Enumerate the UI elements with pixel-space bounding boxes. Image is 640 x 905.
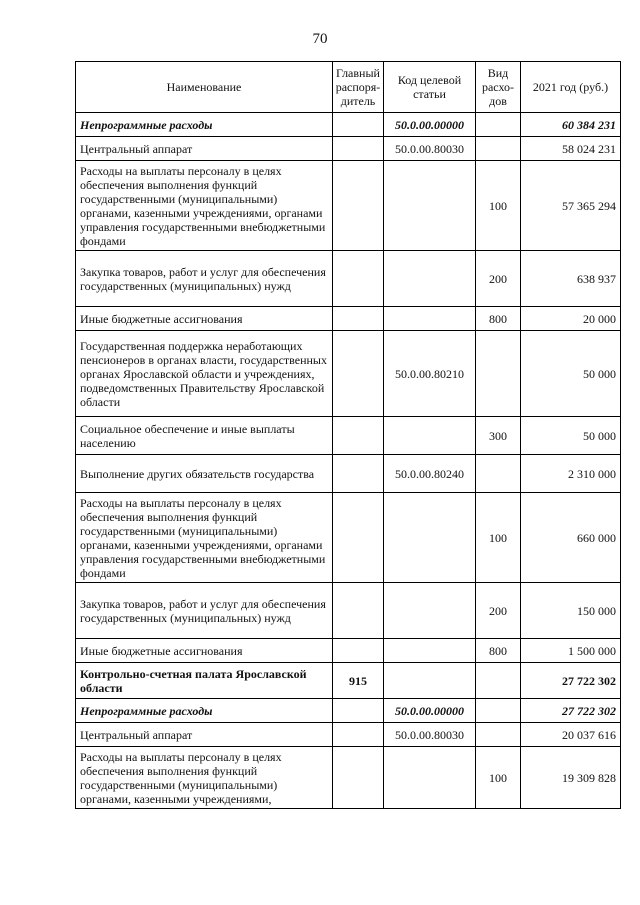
row-manager — [333, 161, 384, 251]
table-row — [76, 307, 621, 331]
row-expense-type: 800 — [476, 307, 521, 331]
row-target-code — [384, 307, 476, 331]
table-row — [76, 723, 621, 747]
row-name: Иные бюджетные ассигнования — [76, 307, 333, 331]
row-manager — [333, 583, 384, 639]
row-target-code: 50.0.00.00000 — [384, 699, 476, 723]
row-amount: 19 309 828 — [521, 747, 621, 809]
row-amount: 50 000 — [521, 331, 621, 417]
row-manager — [333, 699, 384, 723]
row-expense-type — [476, 331, 521, 417]
row-expense-type — [476, 723, 521, 747]
row-expense-type: 200 — [476, 583, 521, 639]
row-target-code — [384, 663, 476, 699]
table-row — [76, 699, 621, 723]
row-manager — [333, 455, 384, 493]
row-expense-type: 200 — [476, 251, 521, 307]
row-amount: 27 722 302 — [521, 699, 621, 723]
row-manager — [333, 723, 384, 747]
row-target-code — [384, 161, 476, 251]
row-expense-type: 100 — [476, 747, 521, 809]
row-target-code — [384, 583, 476, 639]
row-manager — [333, 137, 384, 161]
row-expense-type: 800 — [476, 639, 521, 663]
row-amount: 27 722 302 — [521, 663, 621, 699]
table-row — [76, 331, 621, 417]
header-target-code: Код целевой статьи — [384, 62, 476, 113]
row-name: Иные бюджетные ассигнования — [76, 639, 333, 663]
row-amount: 50 000 — [521, 417, 621, 455]
header-expense-type: Вид расхо-дов — [476, 62, 521, 113]
row-target-code: 50.0.00.80030 — [384, 723, 476, 747]
row-amount: 2 310 000 — [521, 455, 621, 493]
row-expense-type — [476, 455, 521, 493]
table-row — [76, 639, 621, 663]
row-target-code: 50.0.00.80030 — [384, 137, 476, 161]
row-manager — [333, 493, 384, 583]
row-expense-type — [476, 113, 521, 137]
row-name: Расходы на выплаты персоналу в целях обеспечения выполнения функций государственными (муниципальными) органами, казенными учреждениями, органами управления государственными внебюджетными фондами — [76, 493, 333, 583]
row-amount: 58 024 231 — [521, 137, 621, 161]
row-name: Государственная поддержка неработающих пенсионеров в органах власти, государственных органах Ярославской области и учреждениях, подведомственных Правительству Ярославской области — [76, 331, 333, 417]
row-target-code: 50.0.00.00000 — [384, 113, 476, 137]
row-name: Закупка товаров, работ и услуг для обеспечения государственных (муниципальных) нужд — [76, 583, 333, 639]
row-amount: 660 000 — [521, 493, 621, 583]
header-main-manager: Главный распоря-дитель — [333, 62, 384, 113]
row-target-code: 50.0.00.80210 — [384, 331, 476, 417]
table-row — [76, 747, 621, 809]
row-name: Закупка товаров, работ и услуг для обеспечения государственных (муниципальных) нужд — [76, 251, 333, 307]
row-manager — [333, 747, 384, 809]
row-amount: 57 365 294 — [521, 161, 621, 251]
table-row — [76, 663, 621, 699]
header-year-amount: 2021 год (руб.) — [521, 62, 621, 113]
table-row — [76, 113, 621, 137]
row-manager — [333, 251, 384, 307]
header-row — [76, 62, 621, 113]
row-manager — [333, 307, 384, 331]
row-name: Расходы на выплаты персоналу в целях обеспечения выполнения функций государственными (муниципальными) органами, казенными учреждениями, — [76, 747, 333, 809]
row-target-code — [384, 747, 476, 809]
row-expense-type: 100 — [476, 493, 521, 583]
row-name: Расходы на выплаты персоналу в целях обеспечения выполнения функций государственными (муниципальными) органами, казенными учреждениями, органами управления государственными внебюджетными фондами — [76, 161, 333, 251]
row-name: Социальное обеспечение и иные выплаты населению — [76, 417, 333, 455]
table-row — [76, 455, 621, 493]
row-manager — [333, 113, 384, 137]
row-expense-type — [476, 663, 521, 699]
table-row — [76, 417, 621, 455]
row-amount: 1 500 000 — [521, 639, 621, 663]
row-expense-type: 100 — [476, 161, 521, 251]
row-manager — [333, 331, 384, 417]
row-amount: 20 000 — [521, 307, 621, 331]
header-name: Наименование — [76, 62, 333, 113]
row-target-code — [384, 639, 476, 663]
table-row — [76, 493, 621, 583]
table-row — [76, 251, 621, 307]
row-amount: 638 937 — [521, 251, 621, 307]
page-number: 70 — [312, 31, 328, 47]
row-name: Центральный аппарат — [76, 137, 333, 161]
table-row — [76, 161, 621, 251]
row-name: Выполнение других обязательств государства — [76, 455, 333, 493]
row-manager — [333, 417, 384, 455]
row-name: Непрограммные расходы — [76, 699, 333, 723]
row-expense-type — [476, 699, 521, 723]
row-manager: 915 — [333, 663, 384, 699]
row-expense-type — [476, 137, 521, 161]
row-name: Контрольно-счетная палата Ярославской области — [76, 663, 333, 699]
row-name: Центральный аппарат — [76, 723, 333, 747]
budget-table — [75, 61, 621, 809]
row-target-code: 50.0.00.80240 — [384, 455, 476, 493]
row-amount: 20 037 616 — [521, 723, 621, 747]
row-target-code — [384, 417, 476, 455]
row-amount: 150 000 — [521, 583, 621, 639]
row-amount: 60 384 231 — [521, 113, 621, 137]
row-expense-type: 300 — [476, 417, 521, 455]
row-target-code — [384, 493, 476, 583]
row-manager — [333, 639, 384, 663]
row-name: Непрограммные расходы — [76, 113, 333, 137]
row-target-code — [384, 251, 476, 307]
table-row — [76, 137, 621, 161]
table-row — [76, 583, 621, 639]
